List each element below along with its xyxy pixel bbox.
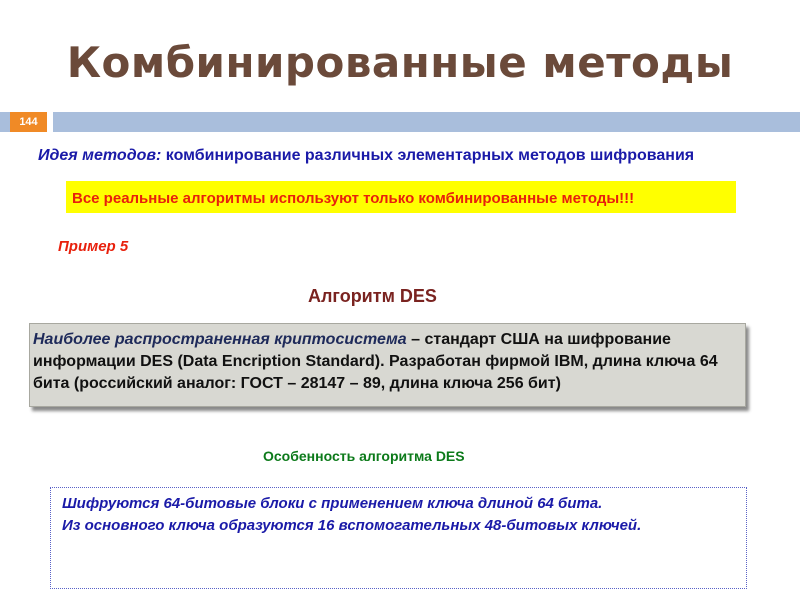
- header-rule-left: [0, 112, 10, 132]
- idea-text: комбинирование различных элементарных методов шифрования: [161, 147, 695, 164]
- page-number-badge: 144: [10, 112, 47, 132]
- description-text: [33, 329, 748, 395]
- example-label: Пример 5: [58, 238, 129, 255]
- algorithm-title: Алгоритм DES: [308, 286, 437, 306]
- highlight-text: Все реальные алгоритмы используют только комбинированные методы!!!: [72, 190, 635, 207]
- slide-title: Комбинированные методы: [66, 38, 734, 87]
- idea-paragraph: [38, 146, 738, 165]
- feature-line-1: Шифруются 64-битовые блоки с применением ключа длиной 64 бита.: [62, 495, 603, 512]
- idea-lead: Идея методов:: [38, 147, 162, 164]
- feature-line-2: Из основного ключа образуются 16 вспомогательных 48-битовых ключей.: [62, 517, 642, 534]
- feature-title: Особенность алгоритма DES: [263, 448, 465, 464]
- description-rest: – стандарт США на шифрование информации DES (Data Encription Standard). Разработан фирмой IBM, длина ключа 64 бита (российский аналог: ГОСТ – 28147 – 89, длина ключа 256 бит): [33, 331, 718, 392]
- feature-text: [62, 493, 742, 537]
- description-lead: Наиболее распространенная криптосистема: [33, 331, 407, 348]
- header-rule-right: [53, 112, 800, 132]
